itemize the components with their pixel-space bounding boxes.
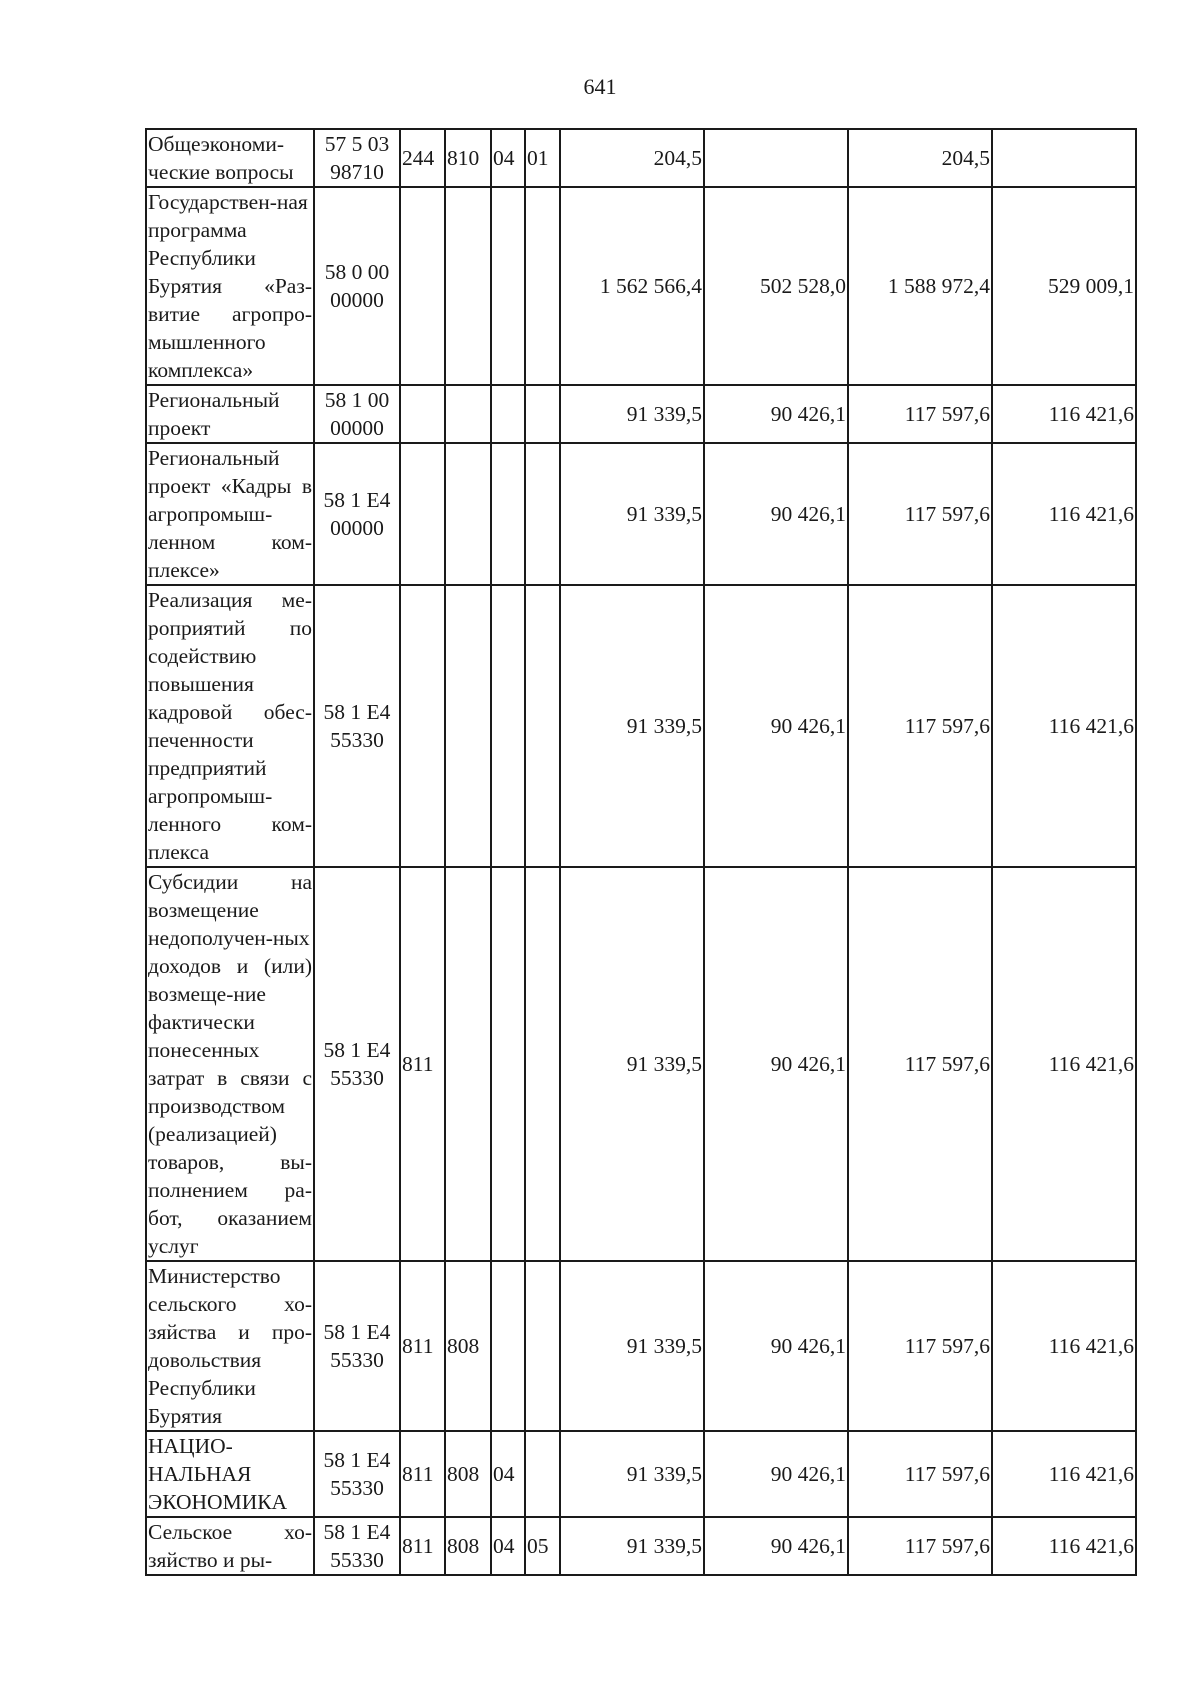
subsection-cell [525,1261,560,1431]
amount-cell-3: 117 597,6 [848,585,992,867]
target-article-cell: 58 0 00 00000 [314,187,400,385]
amount-cell-2 [704,129,848,187]
amount-cell-2: 90 426,1 [704,1261,848,1431]
expense-type-cell [400,187,445,385]
amount-cell-3: 117 597,6 [848,443,992,585]
amount-cell-3: 117 597,6 [848,385,992,443]
subsection-cell: 05 [525,1517,560,1575]
table-row [146,443,1136,585]
amount-cell-4: 529 009,1 [992,187,1136,385]
table-row [146,187,1136,385]
amount-cell-1: 91 339,5 [560,1517,704,1575]
budget-table [145,128,1137,1576]
amount-cell-1: 91 339,5 [560,585,704,867]
row-name-cell: Общеэкономи-ческие вопросы [146,129,314,187]
amount-cell-2: 90 426,1 [704,1431,848,1517]
subsection-cell [525,443,560,585]
amount-cell-2: 90 426,1 [704,443,848,585]
amount-cell-2: 90 426,1 [704,385,848,443]
amount-cell-1: 1 562 566,4 [560,187,704,385]
amount-cell-1: 204,5 [560,129,704,187]
administrator-code-cell: 808 [445,1261,491,1431]
table-row [146,1431,1136,1517]
target-article-cell: 58 1 E4 55330 [314,867,400,1261]
amount-cell-4: 116 421,6 [992,867,1136,1261]
amount-cell-3: 117 597,6 [848,1431,992,1517]
amount-cell-2: 90 426,1 [704,1517,848,1575]
row-name-cell: Государствен-ная программа Республики Бурятия «Раз-витие агропро-мышленного комплекса» [146,187,314,385]
target-article-cell: 57 5 03 98710 [314,129,400,187]
administrator-code-cell [445,867,491,1261]
expense-type-cell [400,585,445,867]
amount-cell-1: 91 339,5 [560,1261,704,1431]
amount-cell-1: 91 339,5 [560,867,704,1261]
table-row [146,1517,1136,1575]
expense-type-cell: 811 [400,1517,445,1575]
administrator-code-cell [445,443,491,585]
amount-cell-4: 116 421,6 [992,1517,1136,1575]
expense-type-cell [400,443,445,585]
section-cell: 04 [491,129,525,187]
section-cell [491,443,525,585]
expense-type-cell: 811 [400,1431,445,1517]
subsection-cell [525,187,560,385]
amount-cell-1: 91 339,5 [560,385,704,443]
table-row [146,129,1136,187]
section-cell [491,187,525,385]
row-name-cell: НАЦИО-НАЛЬНАЯ ЭКОНОМИКА [146,1431,314,1517]
subsection-cell [525,867,560,1261]
row-name-cell: Реализация ме-роприятий по содействию повышения кадровой обес-печенности предприятий агропромыш-ленного ком-плекса [146,585,314,867]
amount-cell-3: 204,5 [848,129,992,187]
section-cell: 04 [491,1517,525,1575]
subsection-cell: 01 [525,129,560,187]
amount-cell-4: 116 421,6 [992,1431,1136,1517]
section-cell [491,867,525,1261]
amount-cell-4: 116 421,6 [992,385,1136,443]
amount-cell-4: 116 421,6 [992,443,1136,585]
subsection-cell [525,1431,560,1517]
amount-cell-3: 117 597,6 [848,1261,992,1431]
amount-cell-3: 117 597,6 [848,867,992,1261]
expense-type-cell: 811 [400,867,445,1261]
amount-cell-2: 502 528,0 [704,187,848,385]
target-article-cell: 58 1 E4 00000 [314,443,400,585]
row-name-cell: Субсидии на возмещение недополучен-ных доходов и (или) возмеще-ние фактически понесенных затрат в связи с производством (реализацией) товаров, вы-полнением ра-бот, оказанием услуг [146,867,314,1261]
amount-cell-4: 116 421,6 [992,585,1136,867]
target-article-cell: 58 1 E4 55330 [314,1517,400,1575]
page-number: 641 [583,74,617,99]
target-article-cell: 58 1 E4 55330 [314,585,400,867]
section-cell [491,385,525,443]
administrator-code-cell: 808 [445,1431,491,1517]
administrator-code-cell: 808 [445,1517,491,1575]
table-row [146,867,1136,1261]
administrator-code-cell [445,187,491,385]
section-cell [491,1261,525,1431]
amount-cell-2: 90 426,1 [704,867,848,1261]
amount-cell-1: 91 339,5 [560,443,704,585]
amount-cell-1: 91 339,5 [560,1431,704,1517]
amount-cell-4 [992,129,1136,187]
expense-type-cell: 244 [400,129,445,187]
expense-type-cell: 811 [400,1261,445,1431]
row-name-cell: Министерство сельского хо-зяйства и про-довольствия Республики Бурятия [146,1261,314,1431]
table-row [146,1261,1136,1431]
amount-cell-3: 117 597,6 [848,1517,992,1575]
target-article-cell: 58 1 00 00000 [314,385,400,443]
administrator-code-cell [445,585,491,867]
row-name-cell: Региональный проект «Кадры в агропромыш-ленном ком-плексе» [146,443,314,585]
subsection-cell [525,585,560,867]
target-article-cell: 58 1 E4 55330 [314,1261,400,1431]
expense-type-cell [400,385,445,443]
administrator-code-cell [445,385,491,443]
section-cell [491,585,525,867]
target-article-cell: 58 1 E4 55330 [314,1431,400,1517]
row-name-cell: Региональный проект [146,385,314,443]
table-row [146,385,1136,443]
row-name-cell: Сельское хо-зяйство и ры- [146,1517,314,1575]
amount-cell-2: 90 426,1 [704,585,848,867]
subsection-cell [525,385,560,443]
section-cell: 04 [491,1431,525,1517]
amount-cell-3: 1 588 972,4 [848,187,992,385]
administrator-code-cell: 810 [445,129,491,187]
amount-cell-4: 116 421,6 [992,1261,1136,1431]
table-row [146,585,1136,867]
